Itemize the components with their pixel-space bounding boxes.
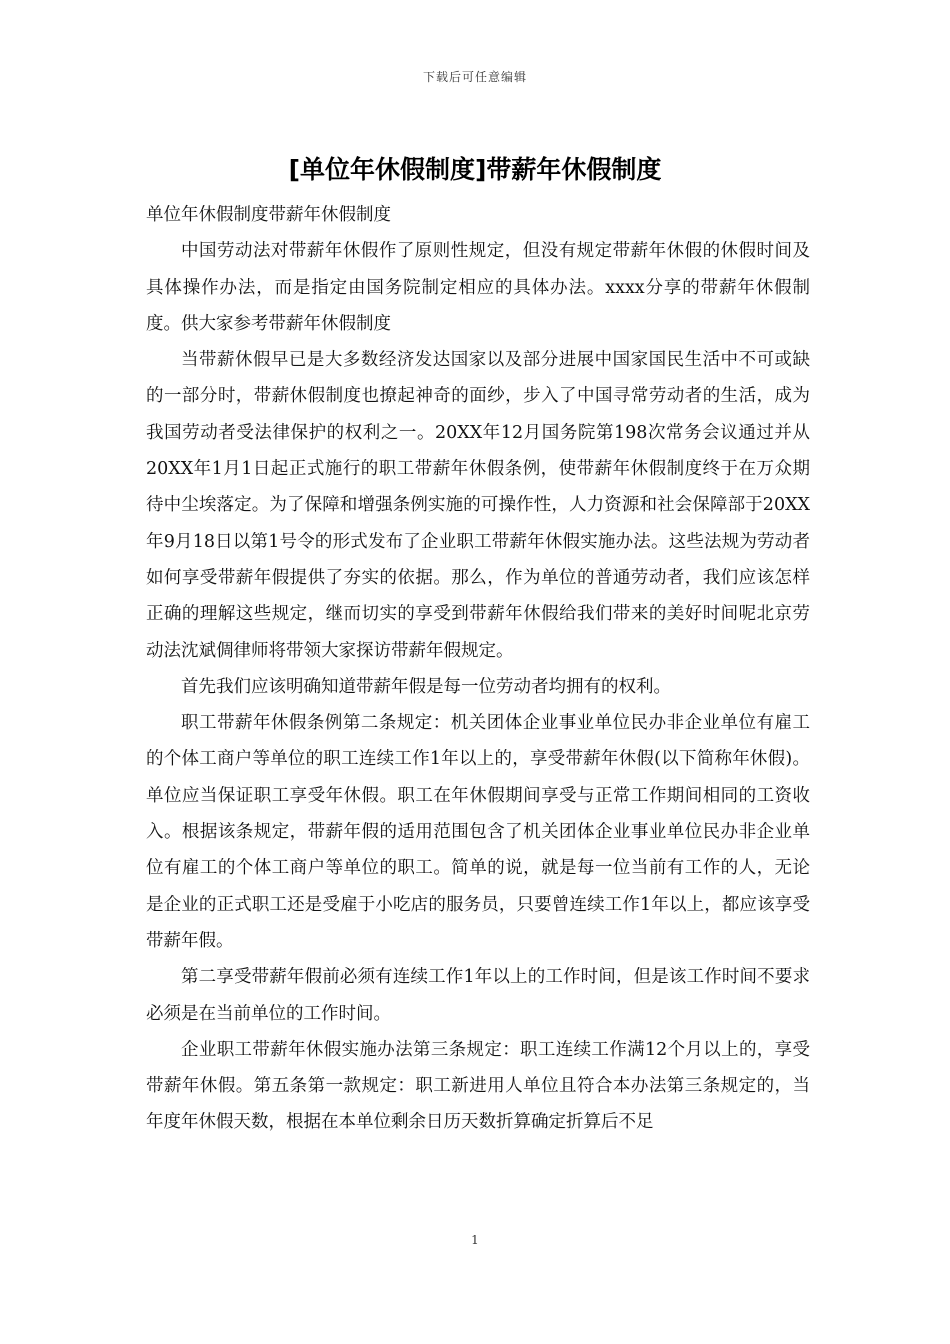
paragraph-1: 中国劳动法对带薪年休假作了原则性规定，但没有规定带薪年休假的休假时间及具体操作办法，而是指定由国务院制定相应的具体办法。xxxx分享的带薪年休假制度。供大家参考带薪年休假制度 <box>146 241 810 334</box>
document-body <box>146 197 810 1141</box>
document-title: [单位年休假制度]带薪年休假制度 <box>288 155 662 184</box>
page-number: 1 <box>471 1233 479 1247</box>
page-header: 下载后可任意编辑 <box>422 70 527 84</box>
paragraph-5: 第二享受带薪年假前必须有连续工作1年以上的工作时间，但是该工作时间不要求必须是在当前单位的工作时间。 <box>146 967 810 1024</box>
paragraph-2: 当带薪休假早已是大多数经济发达国家以及部分进展中国家国民生活中不可或缺的一部分时，带薪休假制度也撩起神奇的面纱，步入了中国寻常劳动者的生活，成为我国劳动者受法律保护的权利之一。20XX年12月国务院第198次常务会议通过并从20XX年1月1日起正式施行的职工带薪年休假条例，使带薪年休假制度终于在万众期待中尘埃落定。为了保障和增强条例实施的可操作性，人力资源和社会保障部于20XX年9月18日以第1号令的形式发布了企业职工带薪年休假实施办法。这些法规为劳动者如何享受带薪年假提供了夯实的依据。那么，作为单位的普通劳动者，我们应该怎样正确的理解这些规定，继而切实的享受到带薪年休假给我们带来的美好时间呢北京劳动法沈斌倜律师将带领大家探访带薪年假规定。 <box>146 350 810 661</box>
document-subtitle: 单位年休假制度带薪年休假制度 <box>146 205 391 225</box>
paragraph-3: 首先我们应该明确知道带薪年假是每一位劳动者均拥有的权利。 <box>181 676 671 697</box>
paragraph-6: 企业职工带薪年休假实施办法第三条规定：职工连续工作满12个月以上的，享受带薪年休假。第五条第一款规定：职工新进用人单位且符合本办法第三条规定的，当年度年休假天数，根据在本单位剩余日历天数折算确定折算后不足 <box>146 1039 810 1133</box>
paragraph-4: 职工带薪年休假条例第二条规定：机关团体企业事业单位民办非企业单位有雇工的个体工商户等单位的职工连续工作1年以上的，享受带薪年休假(以下简称年休假)。单位应当保证职工享受年休假。职工在年休假期间享受与正常工作期间相同的工资收入。根据该条规定，带薪年假的适用范围包含了机关团体企业事业单位民办非企业单位有雇工的个体工商户等单位的职工。简单的说，就是每一位当前有工作的人，无论是企业的正式职工还是受雇于小吃店的服务员，只要曾连续工作1年以上，都应该享受带薪年假。 <box>146 713 810 951</box>
